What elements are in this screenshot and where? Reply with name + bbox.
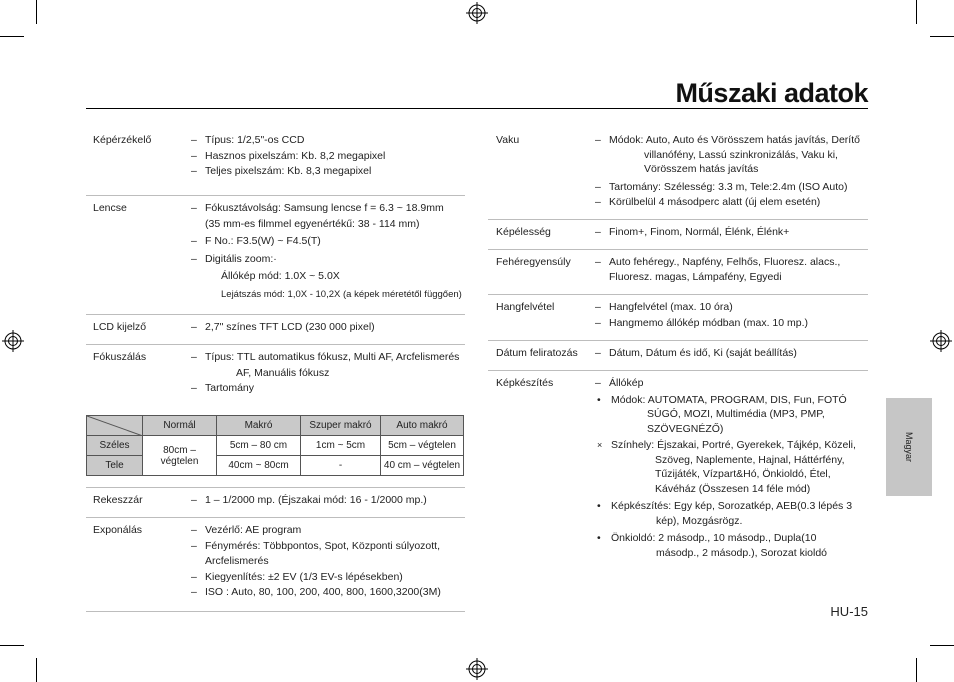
table-corner-cell bbox=[87, 416, 143, 436]
table-header-cell: Szuper makró bbox=[301, 416, 381, 436]
spec-column-left bbox=[86, 128, 465, 612]
spec-line: – Hasznos pixelszám: Kb. 8,2 megapixel bbox=[191, 149, 386, 162]
spec-bullet: • Önkioldó: 2 másodp., 10 másodp., Dupla(10 másodp., 2 másodp.), Sorozat kioldó bbox=[597, 532, 828, 559]
spec-label: Képkészítés bbox=[496, 377, 554, 389]
table-row-header: Széles bbox=[87, 436, 143, 456]
spec-subline: Állókép mód: 1.0X ~ 5.0X bbox=[221, 270, 340, 282]
spec-bullet: • Képkészítés: Egy kép, Sorozatkép, AEB(0.3 lépés 3 kép), Mozgásrögz. bbox=[597, 500, 853, 527]
table-cell: 80cm – végtelen bbox=[143, 436, 217, 476]
spec-line: – Fénymérés: Többpontos, Spot, Központi súlyozott, bbox=[191, 539, 441, 552]
language-tab bbox=[886, 398, 932, 496]
registration-mark-icon bbox=[466, 2, 488, 24]
spec-line: – Körülbelül 4 másodperc alatt (új elem esetén) bbox=[595, 196, 821, 208]
crop-mark bbox=[916, 0, 917, 24]
spec-line: – Hangmemo állókép módban (max. 10 mp.) bbox=[595, 316, 809, 329]
language-tab-label: Magyar bbox=[904, 431, 914, 463]
spec-line: – Tartomány bbox=[191, 382, 255, 394]
registration-mark-icon bbox=[930, 330, 952, 352]
spec-label: Képélesség bbox=[496, 226, 551, 238]
spec-label: Képérzékelő bbox=[93, 134, 152, 146]
diagonal-line-icon bbox=[87, 416, 143, 436]
table-row-header: Tele bbox=[87, 456, 143, 476]
spec-line: – Módok: Auto, Auto és Vörösszem hatás javítás, Derítő bbox=[595, 134, 860, 146]
table-header-cell: Normál bbox=[143, 416, 217, 436]
table-cell: 40 cm – végtelen bbox=[381, 456, 464, 476]
spec-line: – Állókép bbox=[595, 377, 644, 389]
spec-line: Fluoresz. magas, Lámpafény, Egyedi bbox=[609, 270, 782, 283]
spec-row-lcd bbox=[86, 315, 465, 345]
spec-row-flash bbox=[488, 128, 868, 220]
spec-line: – Tartomány: Szélesség: 3.3 m, Tele:2.4m (ISO Auto) bbox=[595, 180, 848, 193]
spec-line: – ISO : Auto, 80, 100, 200, 400, 800, 1600,3200(3M) bbox=[191, 586, 441, 598]
spec-line: – Teljes pixelszám: Kb. 8,3 megapixel bbox=[191, 165, 372, 177]
spec-bullet: • Módok: AUTOMATA, PROGRAM, DIS, Fun, FOTÓ SÚGÓ, MOZI, Multimédia (MP3, PMP, SZÖVEGNÉZŐ) bbox=[597, 393, 847, 435]
spec-line: – Dátum, Dátum és idő, Ki (saját beállítás) bbox=[595, 347, 797, 359]
spec-row-image-sensor bbox=[86, 128, 465, 196]
spec-label: Fehéregyensúly bbox=[496, 256, 571, 268]
spec-subline: Lejátszás mód: 1,0X - 10,2X (a képek méretétől függően) bbox=[221, 288, 462, 300]
spec-line: – Típus: TTL automatikus fókusz, Multi AF, Arcfelismerés bbox=[191, 351, 460, 363]
crop-mark bbox=[36, 658, 37, 682]
spec-row-sharpness bbox=[488, 220, 868, 250]
table-cell: 5cm – végtelen bbox=[381, 436, 464, 456]
crop-mark bbox=[930, 36, 954, 37]
table-header-cell: Auto makró bbox=[381, 416, 464, 436]
spec-line: Arcfelismerés bbox=[205, 555, 269, 567]
spec-row-white-balance bbox=[488, 250, 868, 295]
bullet-icon: • bbox=[597, 532, 601, 544]
spec-line: – F No.: F3.5(W) ~ F4.5(T) bbox=[191, 235, 321, 247]
spec-label: Dátum feliratozás bbox=[496, 347, 578, 359]
spec-line: – Auto fehéregy., Napfény, Felhős, Fluoresz. alacs., bbox=[595, 256, 841, 268]
spec-label: Lencse bbox=[93, 202, 127, 214]
spec-bullet: × Színhely: Éjszakai, Portré, Gyerekek, Tájkép, Közeli, Szöveg, Naplemente, Hajnal, Háttérfény, Tűzijáték, Vízpart&Hó, Önkioldó, Étel, Kávéház (Összesen 14 féle mód) bbox=[597, 439, 856, 495]
spec-line: – Típus: 1/2,5"-os CCD bbox=[191, 134, 305, 146]
table-cell: 40cm ~ 80cm bbox=[217, 456, 301, 476]
spec-line: – 2,7" színes TFT LCD (230 000 pixel) bbox=[191, 321, 375, 333]
page-title: Műszaki adatok bbox=[675, 78, 868, 108]
crop-mark bbox=[0, 645, 24, 646]
registration-mark-icon bbox=[2, 330, 24, 352]
spec-label: LCD kijelző bbox=[93, 321, 147, 333]
focus-range-table bbox=[86, 415, 464, 476]
spec-label: Vaku bbox=[496, 134, 520, 146]
spec-line: – Digitális zoom:· bbox=[191, 252, 277, 265]
crop-mark bbox=[36, 0, 37, 24]
spec-row-lens bbox=[86, 196, 465, 315]
bullet-icon: • bbox=[597, 500, 601, 512]
table-cell: 1cm ~ 5cm bbox=[301, 436, 381, 456]
crop-mark bbox=[916, 658, 917, 682]
spec-label: Rekeszzár bbox=[93, 494, 143, 506]
spec-row-shooting bbox=[488, 371, 868, 559]
table-row bbox=[87, 436, 464, 456]
spec-line: (35 mm-es filmmel egyenértékű: 38 - 114 mm) bbox=[205, 217, 420, 230]
spec-label: Exponálás bbox=[93, 524, 143, 536]
page-number: HU-15 bbox=[830, 604, 868, 619]
spec-line: – Fókusztávolság: Samsung lencse f = 6.3 ~ 18.9mm bbox=[191, 202, 444, 214]
spec-line: Vörösszem hatás javítás bbox=[644, 163, 759, 175]
spec-row-shutter bbox=[86, 487, 465, 518]
spec-line: villanófény, Lassú szinkronizálás, Vaku ki, bbox=[644, 148, 838, 161]
title-divider bbox=[86, 108, 868, 109]
spec-row-focusing bbox=[86, 345, 465, 487]
crop-mark bbox=[930, 645, 954, 646]
spec-line: – 1 – 1/2000 mp. (Éjszakai mód: 16 - 1/2000 mp.) bbox=[191, 494, 427, 506]
spec-line: – Kiegyenlítés: ±2 EV (1/3 EV-s lépésekben) bbox=[191, 570, 403, 583]
crop-mark bbox=[0, 36, 24, 37]
cross-icon: × bbox=[597, 440, 603, 450]
registration-mark-icon bbox=[466, 658, 488, 680]
spec-column-right bbox=[488, 128, 868, 559]
spec-line: – Vezérlő: AE program bbox=[191, 524, 302, 536]
spec-line: – Finom+, Finom, Normál, Élénk, Élénk+ bbox=[595, 226, 790, 238]
spec-row-exposure bbox=[86, 518, 465, 612]
table-cell: - bbox=[301, 456, 381, 476]
table-cell: 5cm – 80 cm bbox=[217, 436, 301, 456]
spec-line: AF, Manuális fókusz bbox=[236, 366, 330, 379]
table-header-cell: Makró bbox=[217, 416, 301, 436]
spec-line: – Hangfelvétel (max. 10 óra) bbox=[595, 301, 733, 313]
spec-label: Hangfelvétel bbox=[496, 301, 555, 313]
spec-row-date-imprint bbox=[488, 341, 868, 371]
spec-label: Fókuszálás bbox=[93, 351, 147, 363]
spec-row-sound-recording bbox=[488, 295, 868, 341]
bullet-icon: • bbox=[597, 393, 601, 406]
